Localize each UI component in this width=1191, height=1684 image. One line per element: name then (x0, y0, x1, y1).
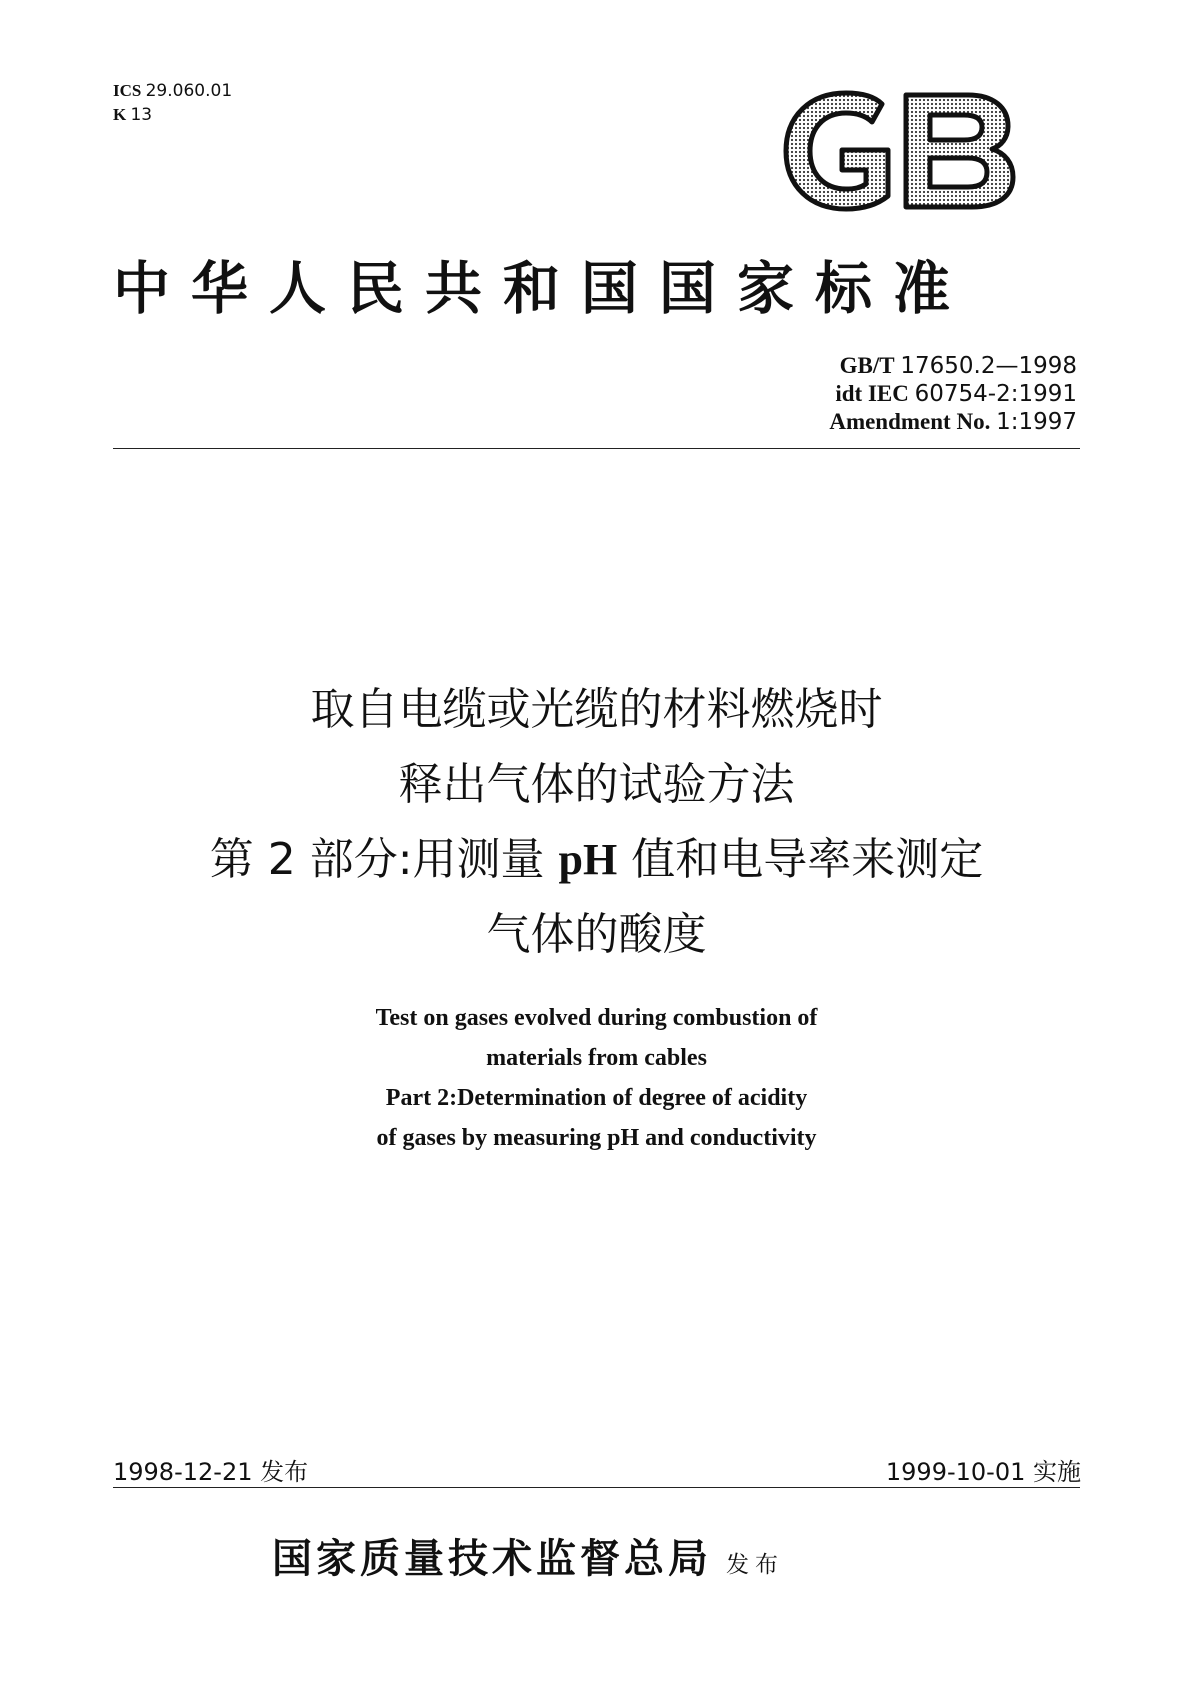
class-label: K (113, 105, 127, 124)
ics-label: ICS (113, 81, 142, 100)
idt-number: 60754-2:1991 (914, 381, 1077, 407)
cn-title-line-4: 气体的酸度 (486, 909, 707, 960)
cn-title-line-3-b: 值和电导率来测定 (617, 834, 984, 885)
cn-title-line-3-a: 第 2 部分:用测量 (209, 834, 559, 885)
implementation-date: 1999-10-01 实施 (885, 1458, 1081, 1486)
amendment-number: 1:1997 (996, 409, 1077, 435)
standard-number-line (690, 352, 1077, 380)
idt-line (690, 380, 1077, 408)
bottom-divider (113, 1487, 1080, 1488)
ics-line (113, 79, 232, 103)
cn-title-line-2: 释出气体的试验方法 (398, 759, 795, 810)
standard-numbers (690, 352, 1077, 436)
issue-date: 1998-12-21 发布 (113, 1458, 309, 1486)
publisher-name: 国家质量技术监督总局 (272, 1536, 712, 1581)
en-title-line-4: of gases by measuring pH and conductivity (376, 1125, 817, 1151)
cn-title-ph: pH (558, 835, 618, 884)
en-title-line-2: materials from cables (486, 1045, 707, 1071)
en-title-line-3: Part 2:Determination of degree of acidity (385, 1085, 808, 1111)
amendment-prefix: Amendment No. (829, 409, 991, 434)
cn-title-line-1: 取自电缆或光缆的材料燃烧时 (310, 684, 883, 735)
chinese-title (113, 672, 1080, 972)
standard-number: 17650.2—1998 (900, 353, 1077, 379)
cn-title-line-3 (113, 822, 1080, 897)
class-code: 13 (130, 105, 153, 125)
english-title (113, 998, 1080, 1158)
class-line (113, 103, 232, 127)
ics-code: 29.060.01 (145, 81, 233, 101)
publisher-suffix: 发布 (726, 1552, 784, 1579)
en-title-line-1: Test on gases evolved during combustion of (375, 1005, 818, 1031)
standard-prefix: GB/T (839, 353, 895, 378)
gb-logo-icon (782, 90, 1017, 212)
idt-prefix: idt IEC (835, 381, 909, 406)
publisher (272, 1527, 972, 1584)
ics-classification (113, 79, 232, 127)
top-divider (113, 448, 1080, 449)
amendment-line (690, 408, 1077, 436)
national-standard-title: 中华人民共和国国家标准 (113, 258, 971, 321)
